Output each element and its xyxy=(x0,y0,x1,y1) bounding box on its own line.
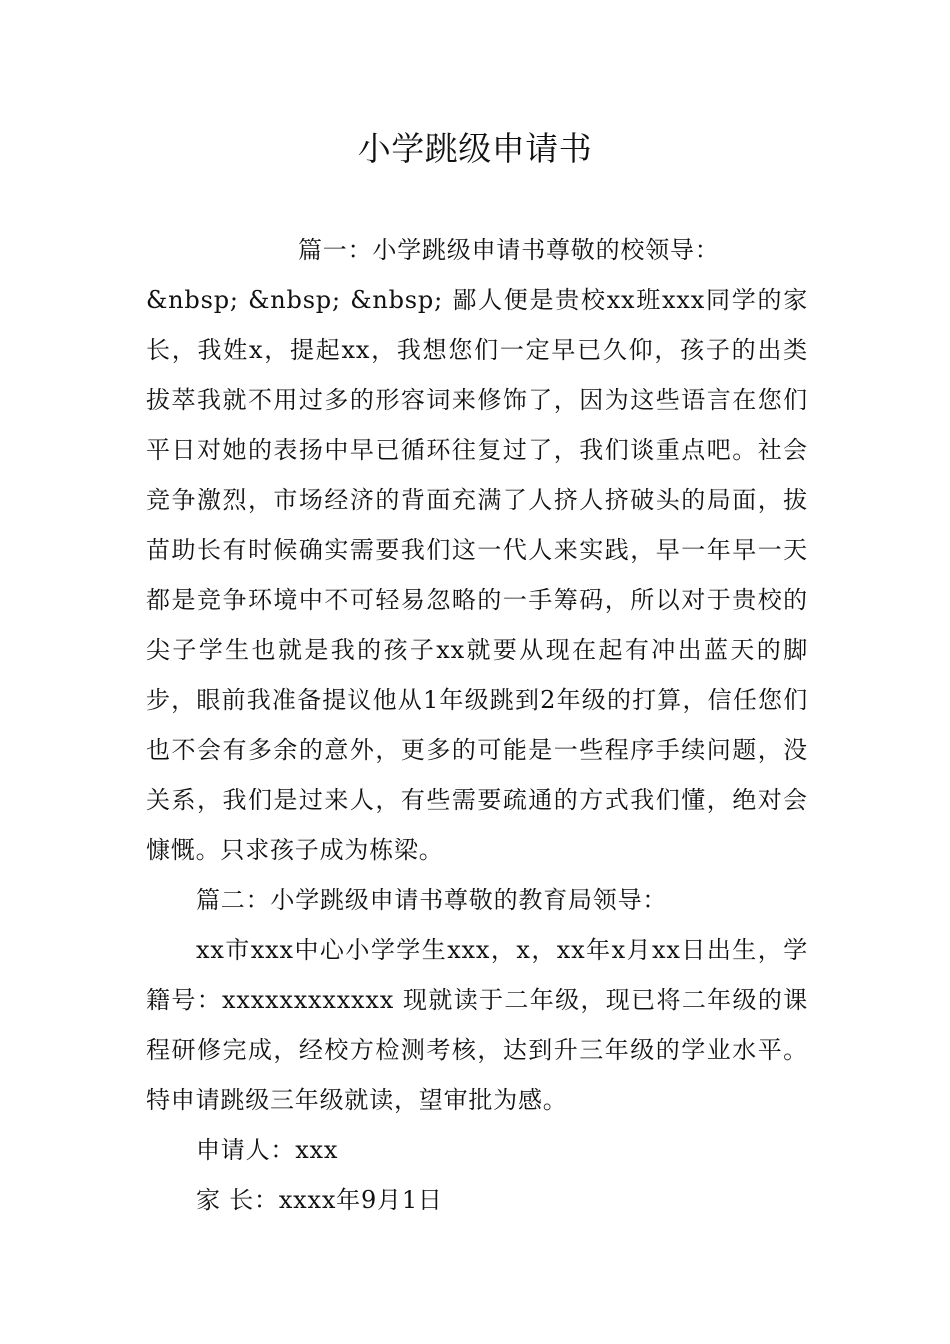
applicant-line: 申请人：xxx xyxy=(196,1136,339,1164)
section-heading-2: 篇二：小学跳级申请书尊敬的教育局领导： xyxy=(196,886,668,914)
document-title: 小学跳级申请书 xyxy=(357,129,593,168)
document-body xyxy=(146,225,808,1225)
paragraph-letter-1: &nbsp; &nbsp; &nbsp; 鄙人便是贵校xx班xxx同学的家长，我姓x，提起xx，我想您们一定早已久仰，孩子的出类拔萃我就不用过多的形容词来修饰了，因为这些语言在您们平日对她的表扬中早已循环往复过了，我们谈重点吧。社会竞争激烈，市场经济的背面充满了人挤人挤破头的局面，拔苗助长有时候确实需要我们这一代人来实践，早一年早一天都是竞争环境中不可轻易忽略的一手筹码，所以对于贵校的尖子学生也就是我的孩子xx就要从现在起有冲出蓝天的脚步，眼前我准备提议他从1年级跳到2年级的打算，信任您们也不会有多余的意外，更多的可能是一些程序手续问题，没关系，我们是过来人，有些需要疏通的方式我们懂，绝对会慷慨。只求孩子成为栋梁。 xyxy=(146,286,808,864)
paragraph-letter-2: xx市xxx中心小学学生xxx，x，xx年x月xx日出生，学籍号：xxxxxxxxxxxx 现就读于二年级，现已将二年级的课程研修完成，经校方检测考核，达到升三年级的学业水平。特申请跳级三年级就读，望审批为感。 xyxy=(146,936,808,1114)
parent-date-line: 家 长：xxxx年9月1日 xyxy=(196,1186,443,1214)
section-heading-1: 篇一：小学跳级申请书尊敬的校领导： xyxy=(298,236,720,264)
